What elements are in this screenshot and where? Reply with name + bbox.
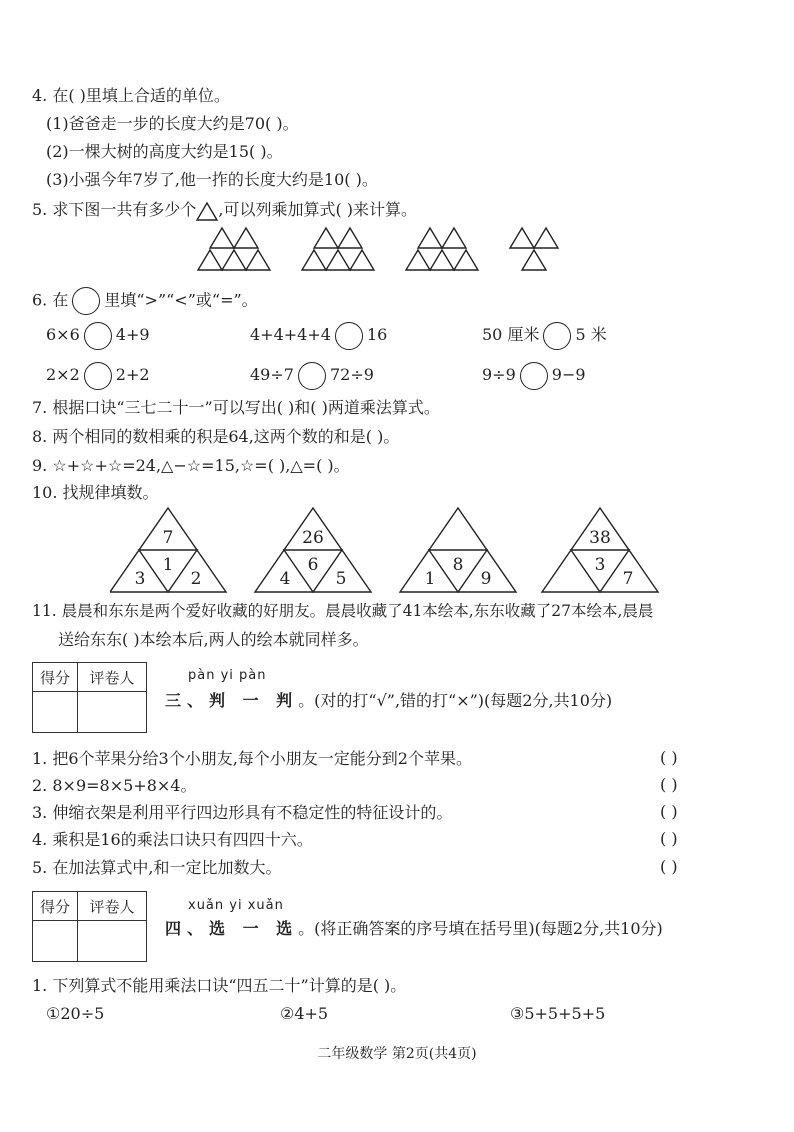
s3-answer-3[interactable]: ( ) <box>660 802 678 821</box>
tri4-top: 38 <box>589 528 611 548</box>
grader-label: 评卷人 <box>78 892 147 921</box>
s4-option-3[interactable]: ③5+5+5+5 <box>510 1004 606 1023</box>
expr-left: 6×6 <box>46 325 80 344</box>
s3-item-5: 5. 在加法算式中,和一定比加数大。 <box>32 858 282 877</box>
answer-circle[interactable] <box>84 322 112 350</box>
grader-cell[interactable] <box>78 692 147 733</box>
q6-expr-3 <box>482 320 607 350</box>
q10-title: 10. 找规律填数。 <box>32 483 159 502</box>
score-box-3 <box>32 662 147 733</box>
grader-cell[interactable] <box>78 921 147 962</box>
score-label: 得分 <box>33 663 78 692</box>
section3-pinyin: pàn yi pàn <box>188 668 267 683</box>
q11-line-1: 11. 晨晨和东东是两个爱好收藏的好朋友。晨晨收藏了41本绘本,东东收藏了27本绘本,晨晨 <box>32 602 654 620</box>
score-cell[interactable] <box>33 692 78 733</box>
tri2-top: 26 <box>302 528 324 548</box>
answer-circle[interactable] <box>298 362 326 390</box>
q10-triangles <box>110 506 670 596</box>
s3-item-1: 1. 把6个苹果分给3个小朋友,每个小朋友一定能分到2个苹果。 <box>32 749 472 768</box>
s4-q1: 1. 下列算式不能用乘法口诀“四五二十”计算的是( )。 <box>32 976 407 995</box>
q11-line-2: 送给东东( )本绘本后,两人的绘本就同样多。 <box>58 630 369 649</box>
section3-title: 三、判 一 判 <box>165 691 299 710</box>
tri4-right: 7 <box>622 569 634 589</box>
tri2-left: 4 <box>279 569 291 589</box>
s4-option-2[interactable]: ②4+5 <box>280 1004 329 1023</box>
s3-item-4: 4. 乘积是16的乘法口诀只有四四十六。 <box>32 830 313 849</box>
q5-suffix: ,可以列乘加算式( )来计算。 <box>218 200 418 219</box>
score-label: 得分 <box>33 892 78 921</box>
triangle-icon <box>196 201 218 221</box>
answer-circle[interactable] <box>520 362 548 390</box>
tri3-left: 1 <box>424 569 436 589</box>
expr-right: 16 <box>366 325 388 344</box>
tri3-right: 9 <box>480 569 492 589</box>
q4-item-3: (3)小强今年7岁了,他一拃的长度大约是10( )。 <box>46 170 378 189</box>
s3-answer-2[interactable]: ( ) <box>660 775 678 794</box>
section4-title: 四、选 一 选 <box>165 919 299 938</box>
tri1-left: 3 <box>134 569 146 589</box>
q6-expr-2 <box>250 320 387 350</box>
tri2-center: 6 <box>307 555 319 575</box>
tri1-top: 7 <box>162 528 174 548</box>
answer-circle[interactable] <box>84 362 112 390</box>
expr-left: 9÷9 <box>482 365 516 384</box>
tri1-right: 2 <box>190 569 202 589</box>
section3-heading <box>165 688 612 711</box>
expr-right: 9−9 <box>551 365 586 384</box>
q6-expr-4 <box>46 360 150 390</box>
q6-title-suffix: 里填“>”“<”或“=”。 <box>104 290 258 310</box>
tri3-center: 8 <box>452 555 464 575</box>
q6-expr-5 <box>250 360 374 390</box>
expr-right: 72÷9 <box>329 365 374 384</box>
q4-item-1: (1)爸爸走一步的长度大约是70( )。 <box>46 114 299 133</box>
q6-title <box>32 287 258 315</box>
s3-answer-1[interactable]: ( ) <box>660 748 678 767</box>
expr-left: 50 厘米 <box>482 325 540 344</box>
s3-item-3: 3. 伸缩衣架是利用平行四边形具有不稳定性的特征设计的。 <box>32 803 453 822</box>
grader-label: 评卷人 <box>78 663 147 692</box>
s4-option-1[interactable]: ①20÷5 <box>46 1004 105 1023</box>
q7: 7. 根据口诀“三七二十一”可以写出( )和( )两道乘法算式。 <box>32 398 440 417</box>
q5-title <box>32 199 417 221</box>
answer-circle[interactable] <box>335 322 363 350</box>
q6-expr-6 <box>482 360 586 390</box>
section4-heading <box>165 916 663 939</box>
section3-instruction: 。(对的打“√”,错的打“×”)(每题2分,共10分) <box>298 691 613 710</box>
expr-left: 4+4+4+4 <box>250 325 331 344</box>
q5-triangle-figure <box>190 226 570 276</box>
s3-item-2: 2. 8×9=8×5+8×4。 <box>32 776 197 795</box>
q6-title-prefix: 6. 在 <box>32 290 69 310</box>
score-cell[interactable] <box>33 921 78 962</box>
expr-right: 4+9 <box>115 325 150 344</box>
answer-circle[interactable] <box>543 322 571 350</box>
q8: 8. 两个相同的数相乘的积是64,这两个数的和是( )。 <box>32 427 400 446</box>
tri1-center: 1 <box>162 555 174 575</box>
page-footer: 二年级数学 第2页(共4页) <box>317 1046 477 1062</box>
q6-expr-1 <box>46 320 150 350</box>
compare-circle-icon <box>72 287 100 315</box>
s3-answer-5[interactable]: ( ) <box>660 857 678 876</box>
q4-title: 4. 在( )里填上合适的单位。 <box>32 86 230 105</box>
q9: 9. ☆+☆+☆=24,△−☆=15,☆=( ),△=( )。 <box>32 456 350 475</box>
q5-prefix: 5. 求下图一共有多少个 <box>32 200 197 219</box>
expr-right: 5 米 <box>575 325 607 344</box>
section4-pinyin: xuǎn yi xuǎn <box>188 898 284 913</box>
score-box-4 <box>32 891 147 962</box>
expr-right: 2+2 <box>115 365 150 384</box>
tri4-center: 3 <box>594 555 606 575</box>
tri2-right: 5 <box>335 569 347 589</box>
q4-item-2: (2)一棵大树的高度大约是15( )。 <box>46 142 283 161</box>
expr-left: 49÷7 <box>250 365 294 384</box>
section4-instruction: 。(将正确答案的序号填在括号里)(每题2分,共10分) <box>298 919 663 938</box>
expr-left: 2×2 <box>46 365 80 384</box>
s3-answer-4[interactable]: ( ) <box>660 829 678 848</box>
